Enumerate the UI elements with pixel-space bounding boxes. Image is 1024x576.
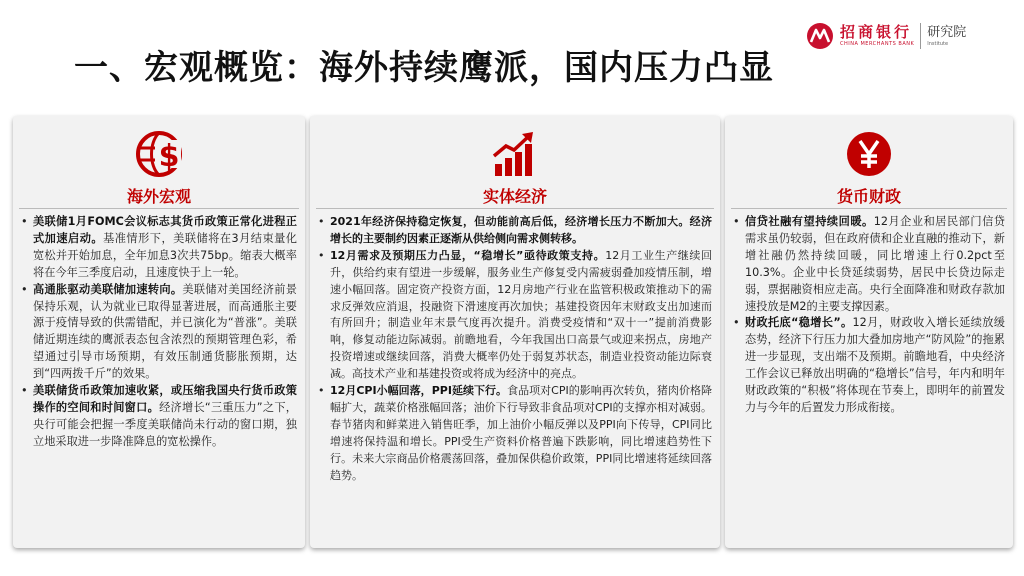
slide-title: 一、宏观概览：海外持续鹰派，国内压力凸显	[74, 48, 774, 88]
bullet-list	[21, 214, 297, 451]
bullet-item: • 财政托底“稳增长”。12月，财政收入增长延续放缓态势，经济下行压力加大叠加房地产“防风险”的拖累进一步显现，支出端不及预期。前瞻地看，中央经济工作会议已释放出明确的“稳增长”信号，年内和明年财政政策的“积极”将体现在节奏上，即明年的前置发力与今年的后置发力形成衔接。	[733, 315, 1005, 416]
bank-name-en: CHINA MERCHANTS BANK	[840, 41, 915, 47]
bullet-item: • 12月CPI小幅回落，PPI延续下行。食品项对CPI的影响再次转负，猪肉价格降幅扩大，蔬菜价格涨幅回落；油价下行导致非食品项对CPI的支撑亦相对减弱。春节猪肉和鲜菜进入销售旺季，加上油价小幅反弹以及PPI向下传导，CPI同比增速将保持温和增长。PPI受生产资料价格普遍下跌影响，同比增速趋势性下行。未来大宗商品价格震荡回落，叠加保供稳价政策，PPI同比增速将延续回落趋势。	[318, 383, 712, 484]
panel-divider	[19, 208, 299, 209]
panel-title: 实体经济	[482, 187, 547, 206]
bullet-item: • 信贷社融有望持续回暖。12月企业和居民部门信贷需求虽仍较弱，但在政府债和企业直融的推动下，新增社融仍然持续回暖，同比增速上行0.2pct至10.3%。企业中长贷延续弱势，居民中长贷边际走弱，票据融资相应走高。央行全面降准和财政存款加速投放是M2的主要支撑因素。	[733, 214, 1005, 315]
bullet-item: • 美联储1月FOMC会议标志其货币政策正常化进程正式加速启动。基准情形下，美联储将在3月结束量化宽松并开始加息，全年加息3次共75bp。缩表大概率将在今年三季度启动，且速度快于上一轮。	[21, 214, 297, 282]
bank-logo	[806, 20, 966, 52]
bank-name-cn: 招商银行	[840, 23, 913, 41]
bullet-list	[318, 214, 712, 485]
institute-name-en: Institute	[927, 40, 949, 47]
panel-divider	[316, 208, 714, 209]
panel-title: 海外宏观	[126, 187, 191, 206]
panel-real-economy	[310, 116, 720, 548]
yuan-icon	[845, 130, 893, 178]
bullet-item: • 美联储货币政策加速收紧，或压缩我国央行货币政策操作的空间和时间窗口。经济增长“三重压力”之下，央行可能会把握一季度美联储尚未行动的窗口期，独立地采取进一步降准降息的宽松操作。	[21, 383, 297, 451]
panel-divider	[731, 208, 1007, 209]
panel-monetary-fiscal	[725, 116, 1013, 548]
rising-chart-icon	[491, 130, 539, 178]
bank-logo-icon	[806, 22, 834, 50]
bullet-list	[733, 214, 1005, 417]
bullet-item: • 高通胀驱动美联储加速转向。美联储对美国经济前景保持乐观，认为就业已取得显著进展，而高通胀主要源于疫情导致的供需错配，并已演化为“普涨”。美联储近期连续的鹰派表态包含浓烈的预期管理色彩，希望通过引导市场预期，有效压制通货膨胀预期，达到“四两拨千斤”的效果。	[21, 282, 297, 383]
panel-title: 货币财政	[836, 187, 901, 206]
logo-divider	[920, 23, 921, 49]
bullet-item: • 12月需求及预期压力凸显，“稳增长”亟待政策支持。12月工业生产继续回升，供给约束有望进一步缓解，服务业生产修复受内需疲弱叠加疫情压制，增速小幅回落。固定资产投资方面，12月房地产行业在监管积极政策推动下的需求反弹效应消退，投融资下滑速度再次加快；基建投资因年末财政支出加速而有所回升；制造业年末景气度再次提升。消费受疫情和“双十一”提前消费影响，修复动能边际减弱。前瞻地看，今年我国出口高景气或迎来拐点，房地产投资增速或继续回落，消费大概率仍处于弱复苏状态，制造业投资动能边际衰减。高技术产业和基建投资或将成为经济中的亮点。	[318, 248, 712, 383]
panel-overseas-macro	[13, 116, 305, 548]
svg-text:$: $	[158, 139, 180, 174]
institute-name-cn: 研究院	[927, 24, 967, 40]
slide-header	[0, 0, 1024, 100]
bullet-item: • 2021年经济保持稳定恢复，但动能前高后低，经济增长压力不断加大。经济增长的主要制约因素正逐渐从供给侧向需求侧转移。	[318, 214, 712, 248]
global-dollar-icon	[135, 130, 183, 178]
